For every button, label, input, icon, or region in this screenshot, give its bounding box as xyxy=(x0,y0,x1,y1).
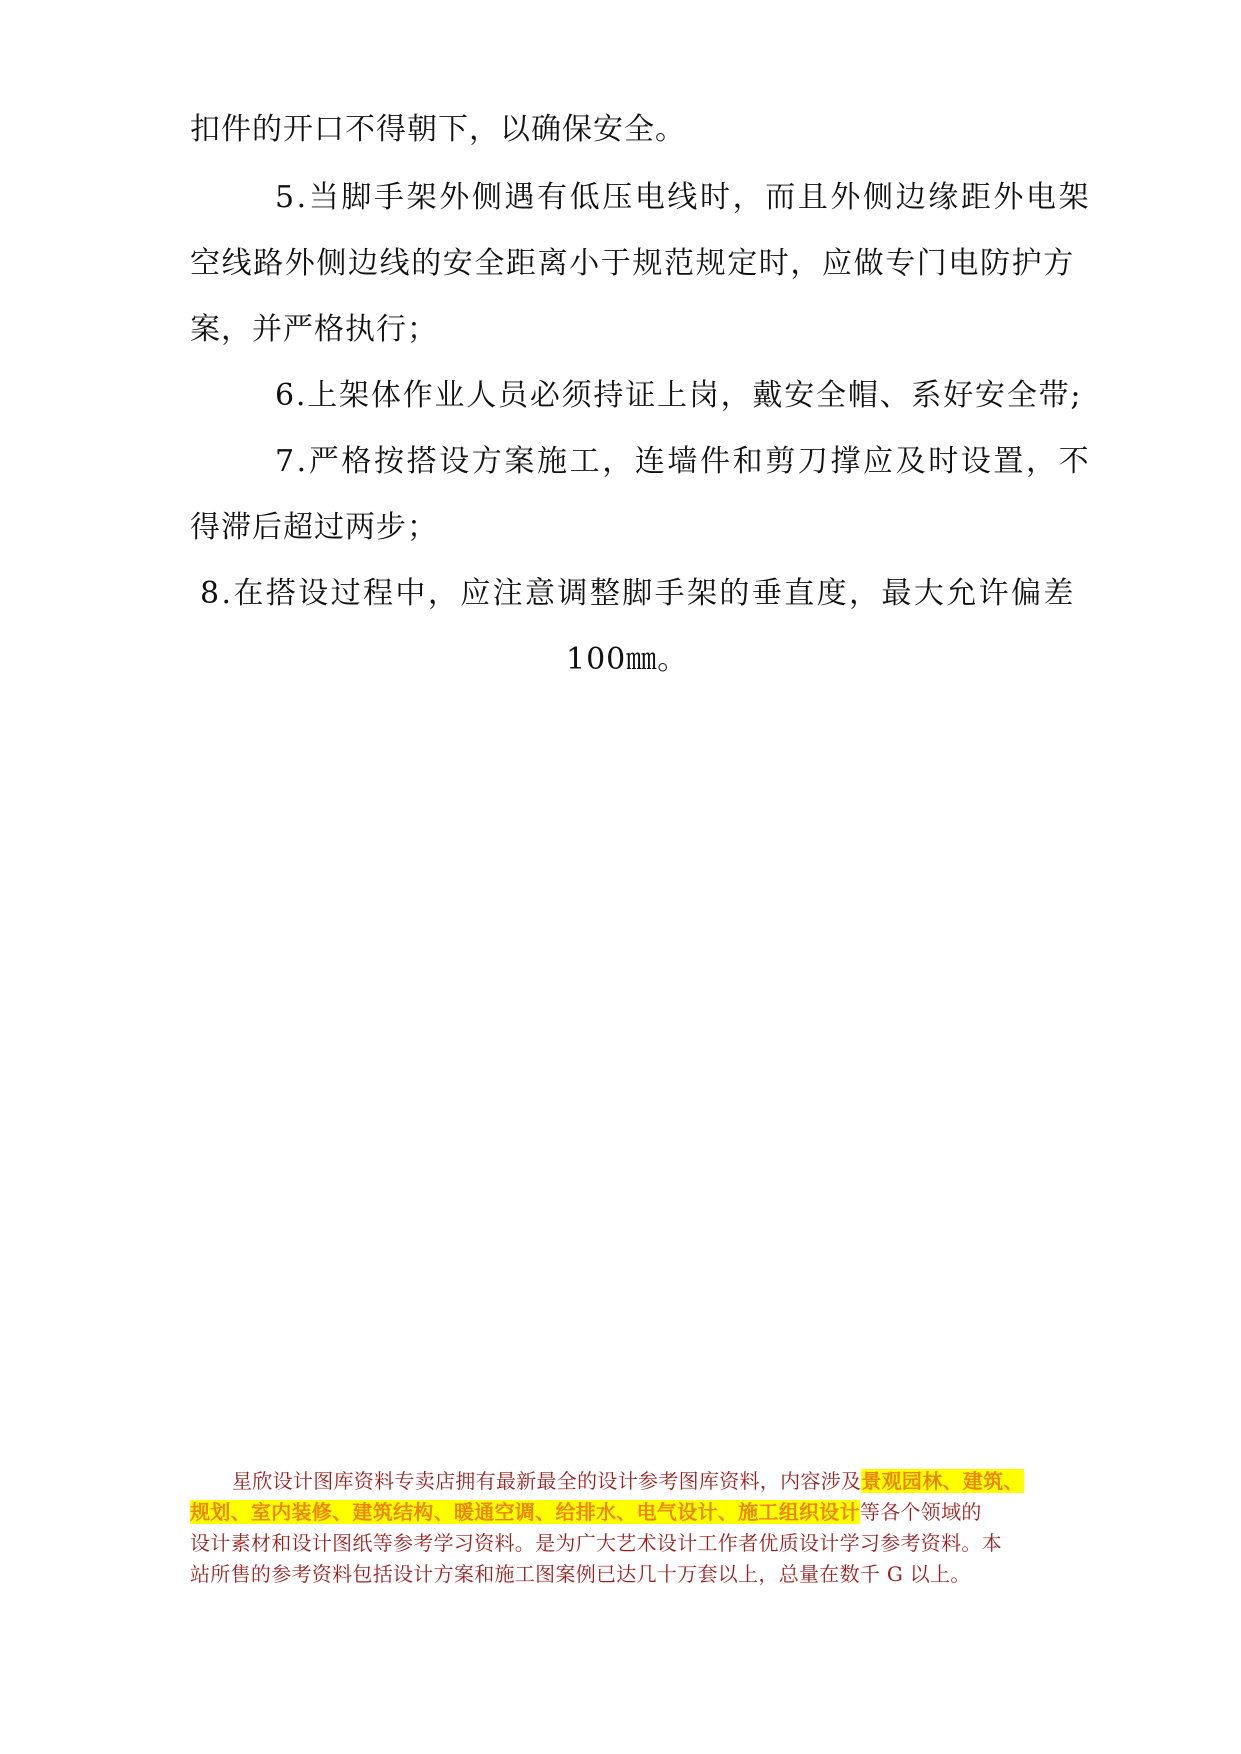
footer-notice xyxy=(190,1466,1065,1590)
paragraph-line-1: 扣件的开口不得朝下，以确保安全。 xyxy=(190,112,686,147)
footer-highlight: 规划、室内装修、建筑结构、暖通空调、给排水、电气设计、施工组织设计 xyxy=(190,1500,860,1524)
paragraph-line-2: 5.当脚手架外侧遇有低压电线时，而且外侧边缘距外电架 xyxy=(275,180,1092,215)
paragraph-line-5: 6.上架体作业人员必须持证上岗，戴安全帽、系好安全带; xyxy=(275,378,1083,413)
paragraph-line-7: 得滞后超过两步； xyxy=(190,510,438,545)
footer-line-3: 设计素材和设计图纸等参考学习资料。是为广大艺术设计工作者优质设计学习参考资料。本 xyxy=(190,1531,1002,1555)
paragraph-line-6: 7.严格按搭设方案施工，连墙件和剪刀撑应及时设置，不 xyxy=(275,444,1092,479)
footer-text: 等各个领域的 xyxy=(859,1500,982,1524)
footer-text: 星欣设计图库资料专卖店拥有最新最全的设计参考图库资料，内容涉及 xyxy=(232,1469,862,1493)
footer-line-4: 站所售的参考资料包括设计方案和施工图案例已达几十万套以上，总量在数千 G 以上。 xyxy=(190,1562,971,1586)
footer-line-1 xyxy=(190,1466,1065,1497)
footer-line-2 xyxy=(190,1497,1065,1528)
paragraph-line-8: 8.在搭设过程中，应注意调整脚手架的垂直度，最大允许偏差 xyxy=(200,576,1076,611)
footer-highlight: 景观园林、建筑、 xyxy=(861,1469,1024,1493)
paragraph-line-4: 案，并严格执行； xyxy=(190,312,438,347)
paragraph-line-3: 空线路外侧边线的安全距离小于规范规定时，应做专门电防护方 xyxy=(190,246,1075,281)
paragraph-line-9: 100㎜。 xyxy=(566,642,689,677)
